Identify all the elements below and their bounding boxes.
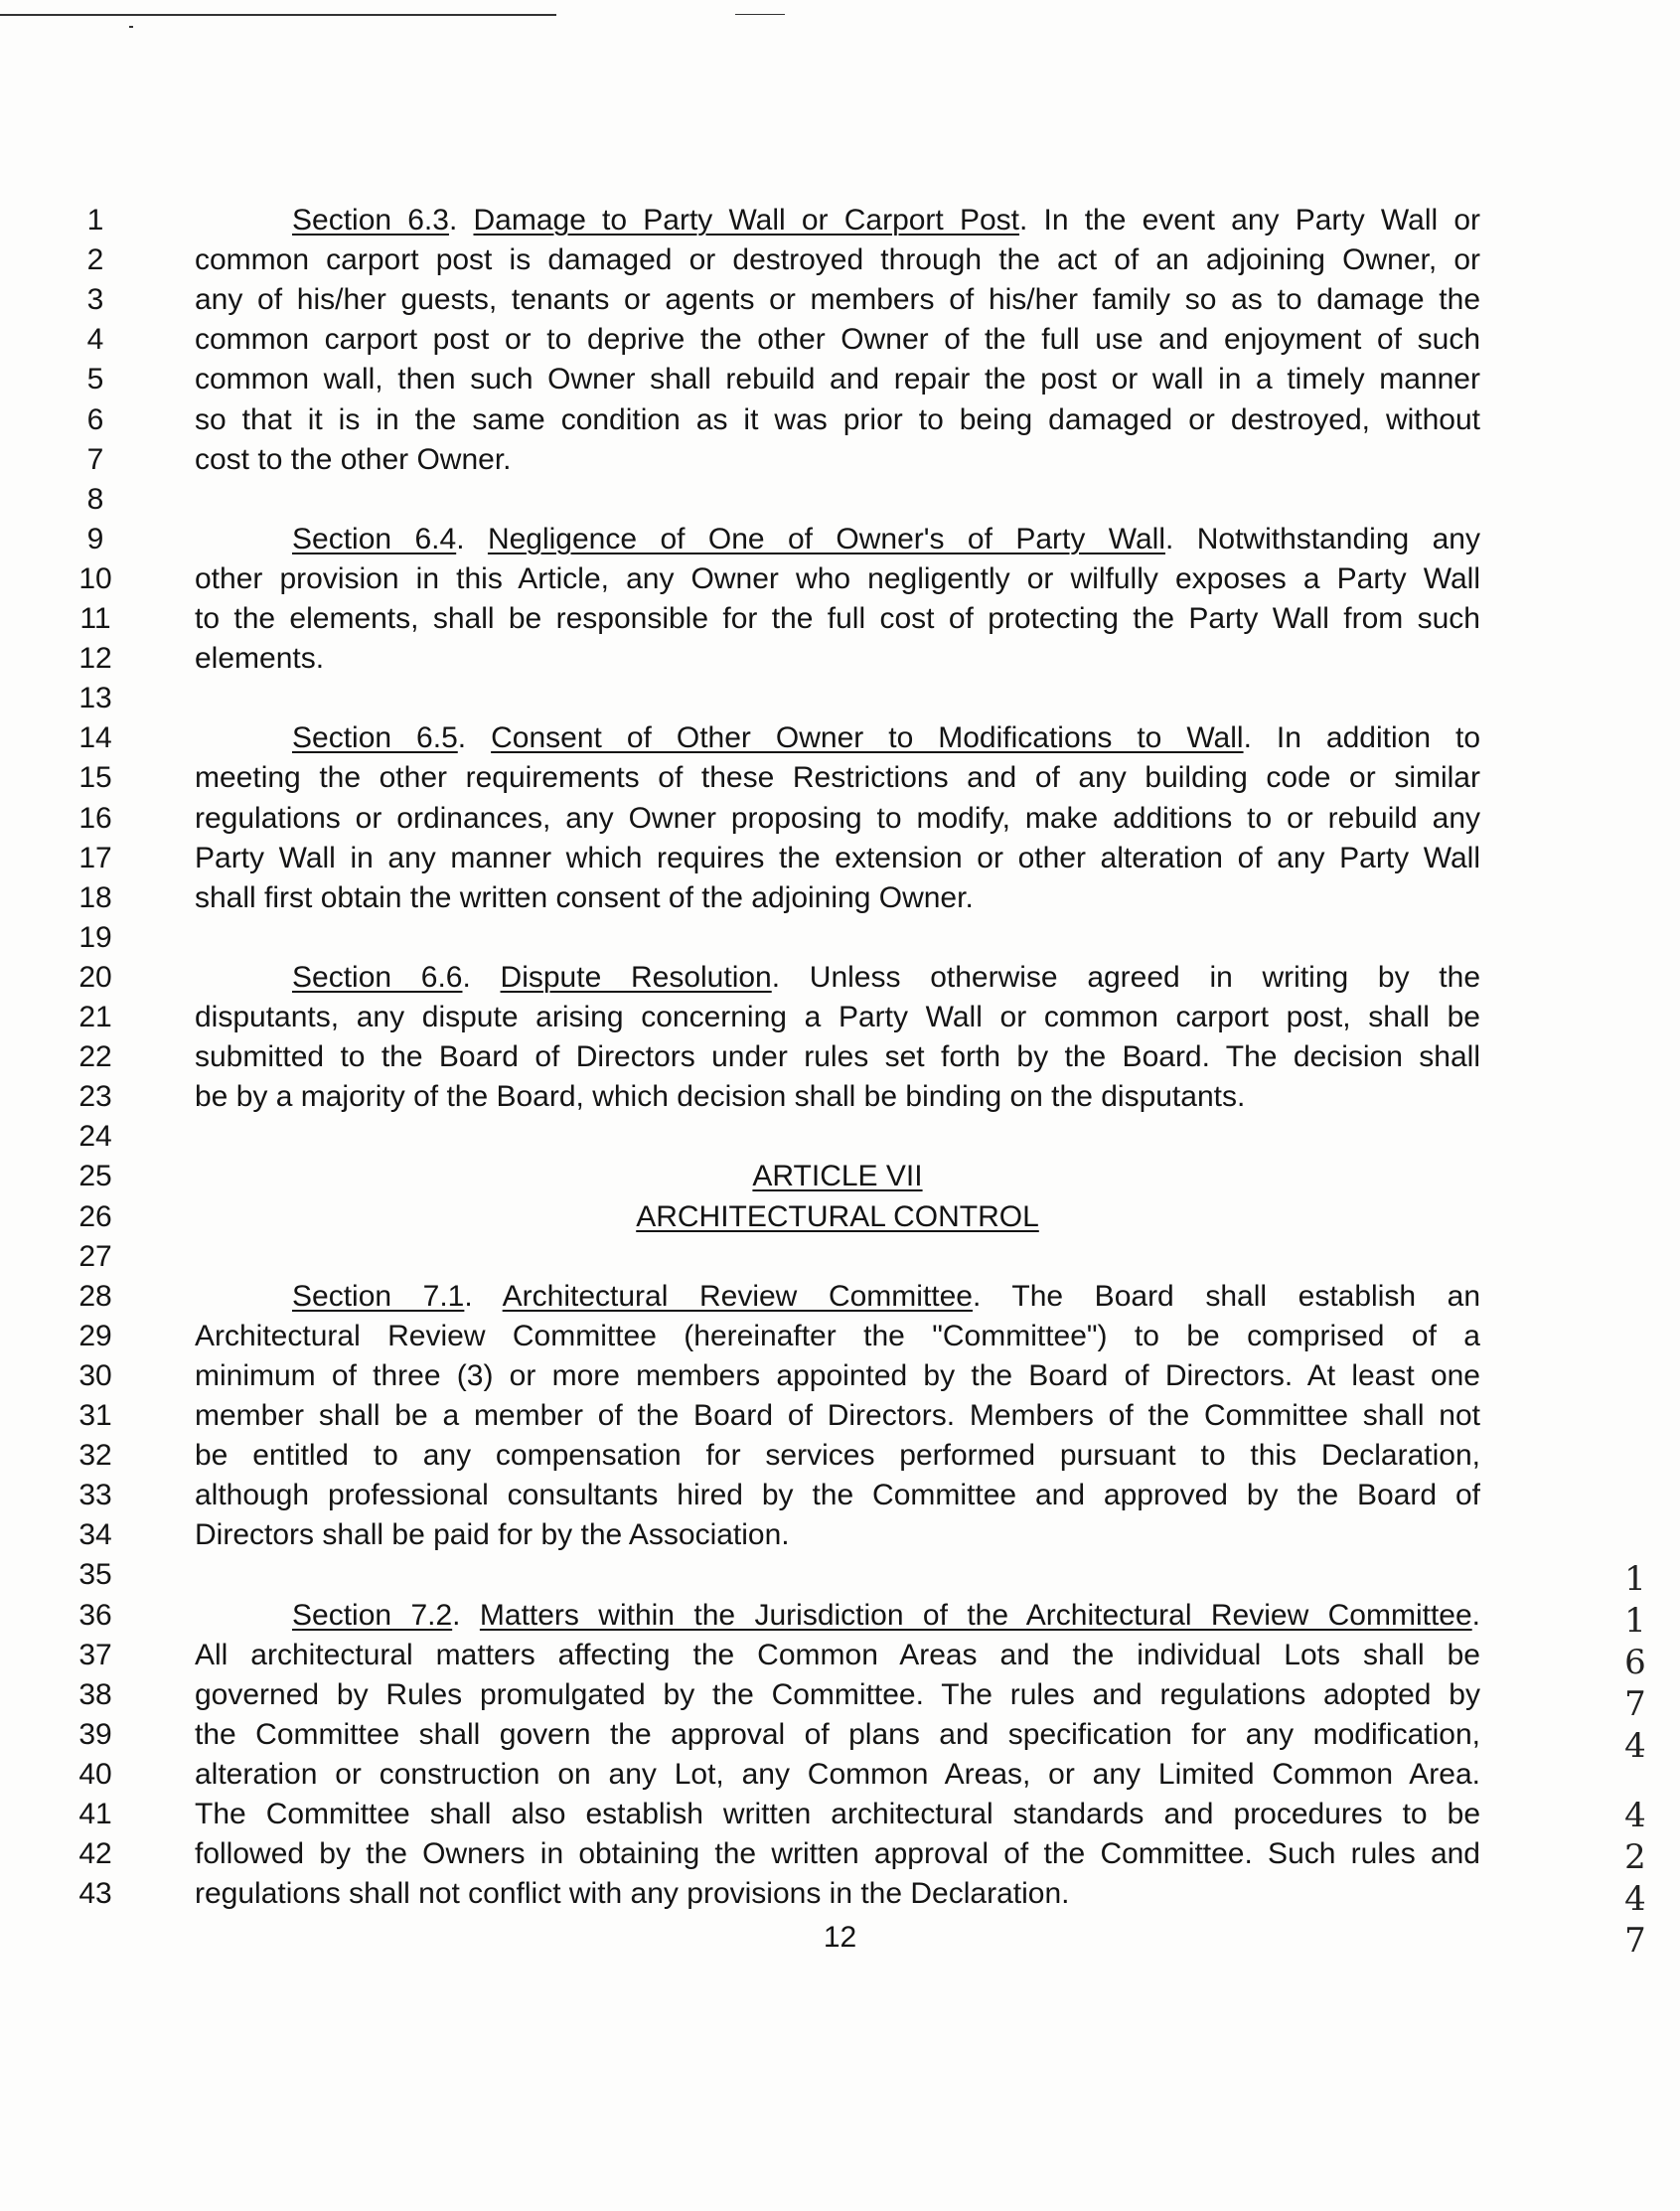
line-number: 15: [78, 761, 112, 795]
section-text-line: Directors shall be paid for by the Association.: [195, 1518, 790, 1552]
section-label: Section 6.6: [292, 960, 463, 994]
recording-stamp: [1617, 1558, 1653, 1962]
section-text-line: governed by Rules promulgated by the Committee. The rules and regulations adopted by: [195, 1677, 1480, 1711]
section-text: Unless otherwise agreed in writing by the: [809, 960, 1481, 994]
section-text-line: so that it is in the same condition as it was prior to being damaged or destroyed, without: [195, 402, 1480, 436]
line-number: 42: [78, 1837, 112, 1871]
line-number: 40: [78, 1757, 112, 1791]
section-text-line: although professional consultants hired by the Committee and approved by the Board of: [195, 1479, 1480, 1512]
line-number: 32: [78, 1439, 112, 1473]
article-heading-line: [195, 1197, 1480, 1237]
section-title: Matters within the Jurisdiction of the Architectural Review Committee: [479, 1598, 1472, 1632]
section-text-line: elements.: [195, 642, 325, 676]
section-heading-line: Section 7.1. Architectural Review Committee. The Board shall establish an: [292, 1279, 1481, 1313]
stamp-digit: 1: [1624, 1601, 1646, 1641]
section-text: In addition to: [1276, 721, 1481, 755]
stamp-digit: 4: [1624, 1726, 1646, 1766]
article-heading-line: [195, 1157, 1480, 1196]
section-text-line: The Committee shall also establish written architectural standards and procedures to be: [195, 1798, 1480, 1830]
line-number: 10: [78, 561, 112, 595]
line-number: 43: [78, 1877, 112, 1911]
line-number: 38: [78, 1677, 112, 1711]
section-title: Consent of Other Owner to Modifications to Wall: [491, 721, 1244, 755]
line-number: 1: [86, 204, 104, 237]
article-number: ARTICLE VII: [752, 1160, 923, 1193]
section-text-line: meeting the other requirements of these Restrictions and of any building code or similar: [195, 761, 1480, 795]
section-text-line: Architectural Review Committee (hereinafter the "Committee") to be comprised of a: [195, 1319, 1480, 1352]
section-title: Damage to Party Wall or Carport Post: [473, 204, 1019, 237]
section-text-line: alteration or construction on any Lot, any Common Areas, or any Limited Common Area.: [195, 1757, 1480, 1791]
section-heading-line: Section 6.5. Consent of Other Owner to Modifications to Wall. In addition to: [292, 721, 1481, 755]
stamp-digit: 7: [1624, 1684, 1646, 1724]
line-number: 2: [86, 243, 104, 277]
section-text-line: cost to the other Owner.: [195, 442, 512, 476]
section-text-line: submitted to the Board of Directors under rules set forth by the Board. The decision shall: [195, 1040, 1480, 1074]
line-number: 27: [78, 1239, 112, 1273]
section-text-line: to the elements, shall be responsible for the full cost of protecting the Party Wall from such: [195, 602, 1480, 635]
line-number: 24: [78, 1120, 112, 1154]
section-label: Section 6.4: [292, 522, 457, 555]
line-number: 39: [78, 1717, 112, 1751]
line-number: 5: [86, 363, 104, 396]
line-number: 3: [86, 283, 104, 317]
line-number: 4: [86, 323, 104, 357]
section-title: Architectural Review Committee: [502, 1279, 973, 1313]
section-label: Section 6.5: [292, 721, 458, 755]
section-label: Section 6.3: [292, 204, 449, 237]
section-text-line: common wall, then such Owner shall rebuild and repair the post or wall in a timely manner: [195, 363, 1480, 396]
stamp-digit: 6: [1624, 1643, 1646, 1682]
section-text-line: member shall be a member of the Board of Directors. Members of the Committee shall not: [195, 1399, 1480, 1432]
section-text-line: followed by the Owners in obtaining the written approval of the Committee. Such rules and: [195, 1837, 1480, 1871]
line-number: 41: [78, 1798, 112, 1830]
section-heading-line: Section 6.4. Negligence of One of Owner's of Party Wall. Notwithstanding any: [292, 522, 1480, 555]
stamp-digit: 4: [1624, 1879, 1646, 1919]
section-label: Section 7.2: [292, 1598, 453, 1632]
line-number: 26: [78, 1199, 112, 1233]
line-number: 23: [78, 1080, 112, 1114]
article-title: ARCHITECTURAL CONTROL: [636, 1199, 1039, 1233]
section-label: Section 7.1: [292, 1279, 465, 1313]
line-number: 19: [78, 920, 112, 954]
section-text-line: Party Wall in any manner which requires the extension or other alteration of any Party Wall: [195, 841, 1480, 874]
line-number: 11: [79, 602, 111, 635]
section-text-line: common carport post is damaged or destroyed through the act of an adjoining Owner, or: [195, 243, 1480, 277]
line-number: 22: [78, 1040, 112, 1074]
line-number: 28: [78, 1279, 112, 1313]
stamp-digit: 4: [1624, 1796, 1646, 1835]
section-text-line: common carport post or to deprive the other Owner of the full use and enjoyment of such: [195, 323, 1480, 357]
line-number: 21: [78, 1001, 112, 1033]
line-number: 18: [78, 880, 112, 914]
line-number: 29: [78, 1319, 112, 1352]
section-heading-line: Section 6.3. Damage to Party Wall or Carport Post. In the event any Party Wall or: [292, 204, 1481, 237]
line-number: 34: [78, 1518, 112, 1552]
section-title: Dispute Resolution: [500, 960, 772, 994]
line-number: 8: [86, 482, 104, 516]
line-number: 25: [78, 1160, 112, 1193]
section-heading-line: Section 6.6. Dispute Resolution. Unless otherwise agreed in writing by the: [292, 960, 1481, 994]
section-text: Notwithstanding any: [1196, 522, 1480, 555]
line-number: 20: [78, 960, 112, 994]
line-number: 36: [78, 1598, 112, 1632]
line-number: 14: [78, 721, 112, 755]
line-number: 9: [86, 522, 104, 555]
line-number: 6: [86, 402, 104, 436]
line-number: 31: [78, 1399, 112, 1432]
section-text-line: All architectural matters affecting the Common Areas and the individual Lots shall be: [195, 1638, 1480, 1671]
line-number: 12: [78, 642, 112, 676]
stamp-digit: 7: [1624, 1921, 1646, 1961]
section-text: The Board shall establish an: [1011, 1279, 1481, 1313]
section-text-line: regulations or ordinances, any Owner proposing to modify, make additions to or rebuild any: [195, 801, 1480, 835]
section-text-line: regulations shall not conflict with any provisions in the Declaration.: [195, 1877, 1070, 1911]
section-text-line: any of his/her guests, tenants or agents or members of his/her family so as to damage the: [195, 283, 1480, 317]
line-number: 16: [78, 801, 112, 835]
stamp-digit: 1: [1624, 1559, 1646, 1599]
section-text-line: disputants, any dispute arising concerning a Party Wall or common carport post, shall be: [195, 1001, 1480, 1033]
stamp-digit: 2: [1624, 1837, 1646, 1877]
section-text: In the event any Party Wall or: [1043, 204, 1481, 237]
line-number: 33: [78, 1479, 112, 1512]
section-text-line: the Committee shall govern the approval of plans and specification for any modification,: [195, 1717, 1480, 1751]
section-text-line: other provision in this Article, any Owner who negligently or wilfully exposes a Party Wall: [195, 561, 1480, 595]
line-number: 13: [78, 682, 112, 715]
page-number: 12: [823, 1921, 857, 1954]
line-number: 7: [86, 442, 104, 476]
line-number: 17: [78, 841, 112, 874]
section-text-line: be by a majority of the Board, which decision shall be binding on the disputants.: [195, 1080, 1246, 1114]
line-number: 30: [78, 1358, 112, 1392]
section-title: Negligence of One of Owner's of Party Wall: [487, 522, 1165, 555]
section-text-line: shall first obtain the written consent of the adjoining Owner.: [195, 880, 974, 914]
line-number: 37: [78, 1638, 112, 1671]
section-text-line: be entitled to any compensation for services performed pursuant to this Declaration,: [195, 1439, 1480, 1473]
section-text-line: minimum of three (3) or more members appointed by the Board of Directors. At least one: [195, 1358, 1480, 1392]
line-number: 35: [78, 1558, 112, 1592]
section-heading-line: Section 7.2. Matters within the Jurisdiction of the Architectural Review Committee.: [292, 1598, 1481, 1632]
